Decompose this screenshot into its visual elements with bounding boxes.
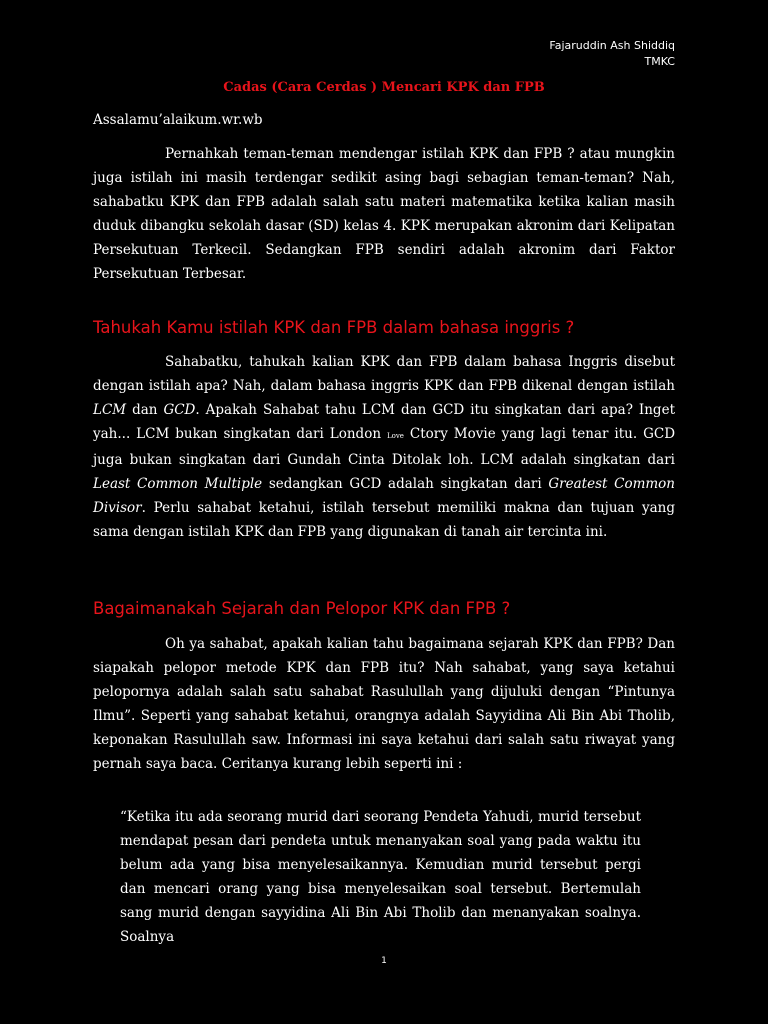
paragraph-istilah: Sahabatku, tahukah kalian KPK dan FPB dalam bahasa Inggris disebut dengan istilah apa? Nah, dalam bahasa inggris KPK dan FPB dikenal dengan istilah LCM dan GCD. Apakah Sahabat tahu LCM dan GCD itu singkatan dari apa? Inget yah... LCM bukan singkatan dari London Love Ctory Movie yang lagi tenar itu. GCD juga bukan singkatan dari Gundah Cinta Ditolak loh. LCM adalah singkatan dari Least Common Multiple sedangkan GCD adalah singkatan dari Greatest Common Divisor. Perlu sahabat ketahui, istilah tersebut memiliki makna dan tujuan yang sama dengan istilah KPK dan FPB yang digunakan di tanah air tercinta ini. xyxy=(93,354,676,540)
term-gcd-full: Greatest Common Divisor xyxy=(93,476,675,516)
paragraph-sejarah xyxy=(93,632,675,776)
paragraph-intro-text: Pernahkah teman-teman mendengar istilah KPK dan FPB ? atau mungkin juga istilah ini masih terdengar sedikit asing bagi sebagian teman-teman? Nah, sahabatku KPK dan FPB adalah salah satu materi matematika ketika kalian masih duduk dibangku sekolah dasar (SD) kelas 4. KPK merupakan akronim dari Kelipatan Persekutuan Terkecil. Sedangkan FPB sendiri adalah akronim dari Faktor Persekutuan Terbesar. xyxy=(93,146,675,282)
page-number: 1 xyxy=(381,956,387,966)
paragraph-intro xyxy=(93,142,675,286)
term-lcm-full: Least Common Multiple xyxy=(93,476,263,492)
greeting: Assalamu’alaikum.wr.wb xyxy=(93,112,263,128)
document-title: Cadas (Cara Cerdas ) Mencari KPK dan FPB xyxy=(223,80,545,95)
heading-istilah: Tahukah Kamu istilah KPK dan FPB dalam bahasa inggris ? xyxy=(93,318,575,337)
quote-block: “Ketika itu ada seorang murid dari seorang Pendeta Yahudi, murid tersebut mendapat pesan dari pendeta untuk menanyakan soal yang pada waktu itu belum ada yang bisa menyelesaikannya. Kemudian murid tersebut pergi dan mencari orang yang bisa menyelesaikan soal tersebut. Bertemulah sang murid dengan sayyidina Ali Bin Abi Tholib dan menanyakan soalnya. Soalnya xyxy=(120,809,641,945)
header-author: Fajaruddin Ash Shiddiq xyxy=(549,39,675,52)
term-lcm: LCM xyxy=(93,402,127,418)
word-love: Love xyxy=(386,432,404,440)
header-org: TMKC xyxy=(644,55,675,68)
heading-sejarah: Bagaimanakah Sejarah dan Pelopor KPK dan FPB ? xyxy=(93,599,511,618)
page-header xyxy=(549,38,675,70)
term-gcd: GCD xyxy=(163,402,196,418)
paragraph-sejarah-text: Oh ya sahabat, apakah kalian tahu bagaimana sejarah KPK dan FPB? Dan siapakah pelopor metode KPK dan FPB itu? Nah sahabat, yang saya ketahui pelopornya adalah salah satu sahabat Rasulullah yang dijuluki dengan “Pintunya Ilmu”. Seperti yang sahabat ketahui, orangnya adalah Sayyidina Ali Bin Abi Tholib, keponakan Rasulullah saw. Informasi ini saya ketahui dari salah satu riwayat yang pernah saya baca. Ceritanya kurang lebih seperti ini : xyxy=(93,636,675,772)
